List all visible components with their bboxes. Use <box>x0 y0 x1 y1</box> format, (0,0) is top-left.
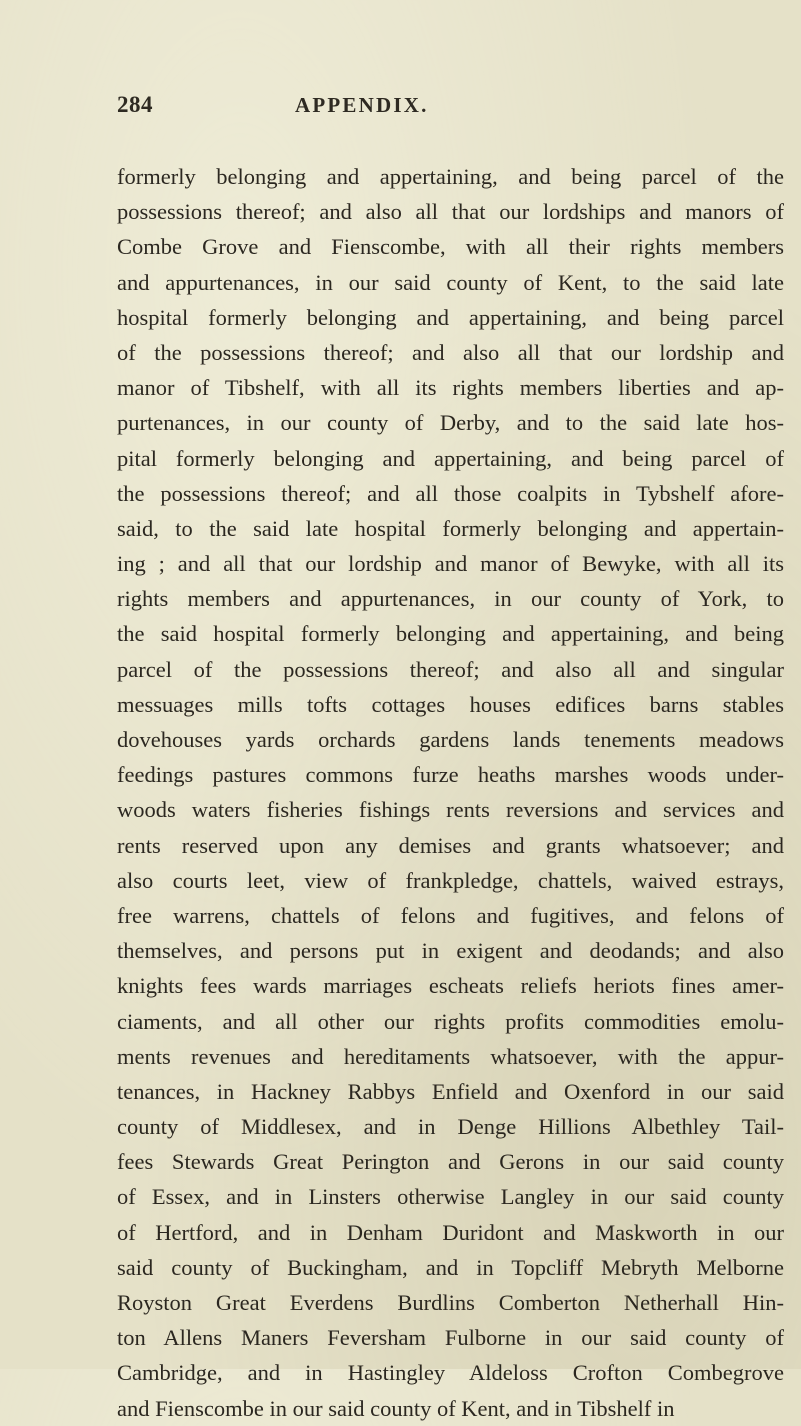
text-line: Combe Grove and Fienscombe, with all their rights members <box>117 234 784 260</box>
text-line: knights fees wards marriages escheats reliefs heriots fines amer- <box>117 973 784 999</box>
text-line: Royston Great Everdens Burdlins Comberton Netherhall Hin- <box>117 1290 784 1315</box>
running-title: APPENDIX. <box>295 93 429 117</box>
text-line: said county of Buckingham, and in Topcliff Mebryth Melborne <box>117 1254 784 1280</box>
text-line: feedings pastures commons furze heaths marshes woods under- <box>117 762 784 788</box>
text-line: possessions thereof; and also all that our lordships and manors of <box>117 199 784 225</box>
text-line: woods waters fisheries fishings rents reversions and services and <box>117 797 784 823</box>
page-number: 284 <box>117 92 153 117</box>
text-line: the said hospital formerly belonging and appertaining, and being <box>117 621 784 647</box>
text-line: ing ; and all that our lordship and manor of Bewyke, with all its <box>117 551 784 577</box>
text-line: ments revenues and hereditaments whatsoever, with the appur- <box>117 1043 784 1069</box>
text-line: Cambridge, and in Hastingley Aldeloss Crofton Combegrove <box>117 1360 784 1386</box>
body-text <box>117 159 784 1426</box>
text-line: rents reserved upon any demises and grants whatsoever; and <box>117 832 784 858</box>
text-line: manor of Tibshelf, with all its rights members liberties and ap- <box>117 375 784 401</box>
text-line: and appurtenances, in our said county of Kent, to the said late <box>117 269 784 295</box>
text-line: the possessions thereof; and all those coalpits in Tybshelf afore- <box>117 480 784 506</box>
text-line: messuages mills tofts cottages houses edifices barns stables <box>117 691 784 717</box>
text-line: formerly belonging and appertaining, and being parcel of the <box>117 164 784 189</box>
text-line: of Hertford, and in Denham Duridont and Maskworth in our <box>117 1219 784 1245</box>
text-line: pital formerly belonging and appertaining, and being parcel of <box>117 445 784 471</box>
text-line: of the possessions thereof; and also all that our lordship and <box>117 339 784 365</box>
text-line: said, to the said late hospital formerly belonging and appertain- <box>117 515 784 541</box>
text-line: fees Stewards Great Perington and Gerons in our said county <box>117 1149 784 1175</box>
text-line: purtenances, in our county of Derby, and to the said late hos- <box>117 410 784 436</box>
running-head <box>117 92 781 126</box>
text-line: themselves, and persons put in exigent and deodands; and also <box>117 938 784 964</box>
text-line: rights members and appurtenances, in our county of York, to <box>117 586 784 612</box>
text-line: tenances, in Hackney Rabbys Enfield and Oxenford in our said <box>117 1078 784 1104</box>
text-line: free warrens, chattels of felons and fugitives, and felons of <box>117 902 784 928</box>
text-line: of Essex, and in Linsters otherwise Langley in our said county <box>117 1184 784 1210</box>
text-line: county of Middlesex, and in Denge Hillions Albethley Tail- <box>117 1114 784 1140</box>
text-line: parcel of the possessions thereof; and also all and singular <box>117 656 784 682</box>
text-line: and Fienscombe in our said county of Kent, and in Tibshelf in <box>117 1395 675 1421</box>
text-line: ciaments, and all other our rights profits commodities emolu- <box>117 1008 784 1034</box>
text-line: also courts leet, view of frankpledge, chattels, waived estrays, <box>117 867 784 893</box>
text-line: ton Allens Maners Feversham Fulborne in our said county of <box>117 1325 784 1351</box>
text-line: hospital formerly belonging and appertaining, and being parcel <box>117 304 784 330</box>
text-line: dovehouses yards orchards gardens lands tenements meadows <box>117 727 784 752</box>
